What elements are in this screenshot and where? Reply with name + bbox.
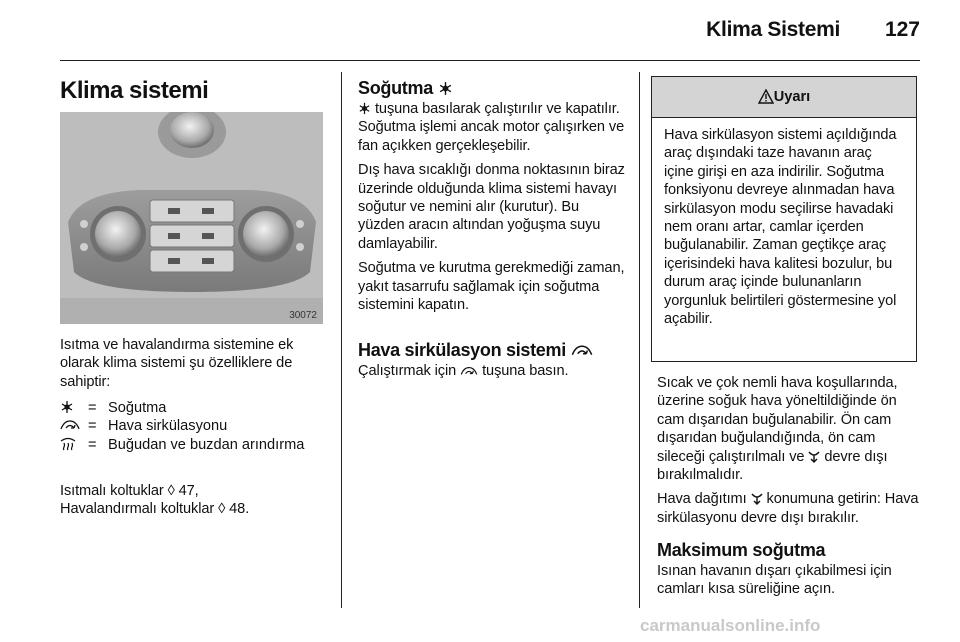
cooling-paragraph-3: Soğutma ve kurutma gerekmediği zaman, yakıt tasarrufu sağlamak için soğutma sistemini kapatın. <box>358 260 625 314</box>
warning-box <box>651 76 917 362</box>
defrost-icon <box>60 436 88 454</box>
warning-title: Uyarı <box>773 89 811 105</box>
max-cooling-heading: Maksimum soğutma <box>657 540 826 560</box>
intro-text: Isıtma ve havalandırma sistemine ek olarak klima sistemi şu özelliklere de sahiptir: <box>60 337 294 390</box>
running-header-title: Klima Sistemi <box>706 18 840 41</box>
legend-row-defrost: = Buğudan ve buzdan arındırma <box>60 436 330 454</box>
recirculation-paragraph: Çalıştırmak için tuşuna basın. <box>358 363 569 379</box>
right-body <box>657 374 919 533</box>
warning-header <box>652 77 916 118</box>
recirculation-icon <box>571 340 593 360</box>
right-paragraph-2: Hava dağıtımı konumuna getirin: Hava sirkülasyonu devre dışı bırakılır. <box>657 491 919 526</box>
snowflake-icon <box>438 78 453 98</box>
climate-panel-photo <box>60 112 323 324</box>
ref-ventilated-seats[interactable]: Havalandırmalı koltuklar ◊ 48. <box>60 501 250 518</box>
feature-legend <box>60 399 330 454</box>
legend-label-defrost: Buğudan ve buzdan arındırma <box>108 436 305 453</box>
column-divider-right <box>639 72 640 608</box>
recirculation-icon <box>460 363 478 379</box>
section-heading: Klima sistemi <box>60 77 209 104</box>
page-number: 127 <box>884 18 920 41</box>
climate-panel-illustration <box>60 112 323 324</box>
warning-text: Hava sirkülasyon sistemi açıldığında araç dışındaki taze havanın araç içine girişi en aza indirilir. Soğutma fonksiyonu devreye alınmadan hava sirkülasyon modu seçilirse havadaki nem oranı artar, camlar içerden buğulanabilir. Zaman geçtikçe araç içerisindeki hava kalitesi bozulur, bu durum araç içinde bulunanların yorgunluk belirtileri göstermesine yol açabilir. <box>664 127 897 328</box>
max-cooling-text: Isınan havanın dışarı çıkabilmesi için camları kısa süreliğine açın. <box>657 563 892 598</box>
ref-heated-seats[interactable]: Isıtmalı koltuklar ◊ 47, <box>60 483 199 499</box>
snowflake-icon <box>60 399 88 417</box>
watermark: carmanualsonline.info <box>640 616 821 635</box>
header-rule <box>60 60 920 61</box>
air-distribution-icon <box>751 491 763 507</box>
right-paragraph-1: Sıcak ve çok nemli hava koşullarında, üzerine soğuk hava yöneltildiğinde ön cam dışarıdan buğulanabilir. Ön cam dışarıdan buğulandığında, ön cam sileceği çalıştırılmalı ve devre dışı bırakılmalıdır. <box>657 375 898 484</box>
legend-row-recirculation: = Hava sirkülasyonu <box>60 417 330 435</box>
legend-label-recirculation: Hava sirkülasyonu <box>108 418 228 435</box>
recirculation-heading: Hava sirkülasyon sistemi <box>358 340 593 361</box>
recirculation-body <box>358 362 626 386</box>
legend-label-cooling: Soğutma <box>108 400 167 416</box>
warning-icon <box>758 89 774 106</box>
legend-row-cooling: = Soğutma <box>60 399 330 417</box>
snowflake-icon <box>358 101 371 117</box>
cooling-paragraph-2: Dış hava sıcaklığı donma noktasının biraz üzerinde olduğunda klima sistemi havayı soğutur ve nemini alır (kurutur). Bu yüzden aracın altından yoğuşma suyu damlayabilir. <box>358 162 625 252</box>
air-distribution-icon <box>808 449 820 465</box>
recirculation-icon <box>60 417 88 435</box>
cooling-body <box>358 100 626 320</box>
cooling-heading: Soğutma <box>358 78 453 99</box>
cross-references <box>60 482 330 519</box>
column-divider-left <box>341 72 342 608</box>
intro-paragraph <box>60 336 328 397</box>
image-reference-number: 30072 <box>289 310 317 321</box>
cooling-paragraph-1: tuşuna basılarak çalıştırılır ve kapatılır. Soğutma işlemi ancak motor çalışırken ve fan açıkken gerçekleşebilir. <box>358 101 625 154</box>
